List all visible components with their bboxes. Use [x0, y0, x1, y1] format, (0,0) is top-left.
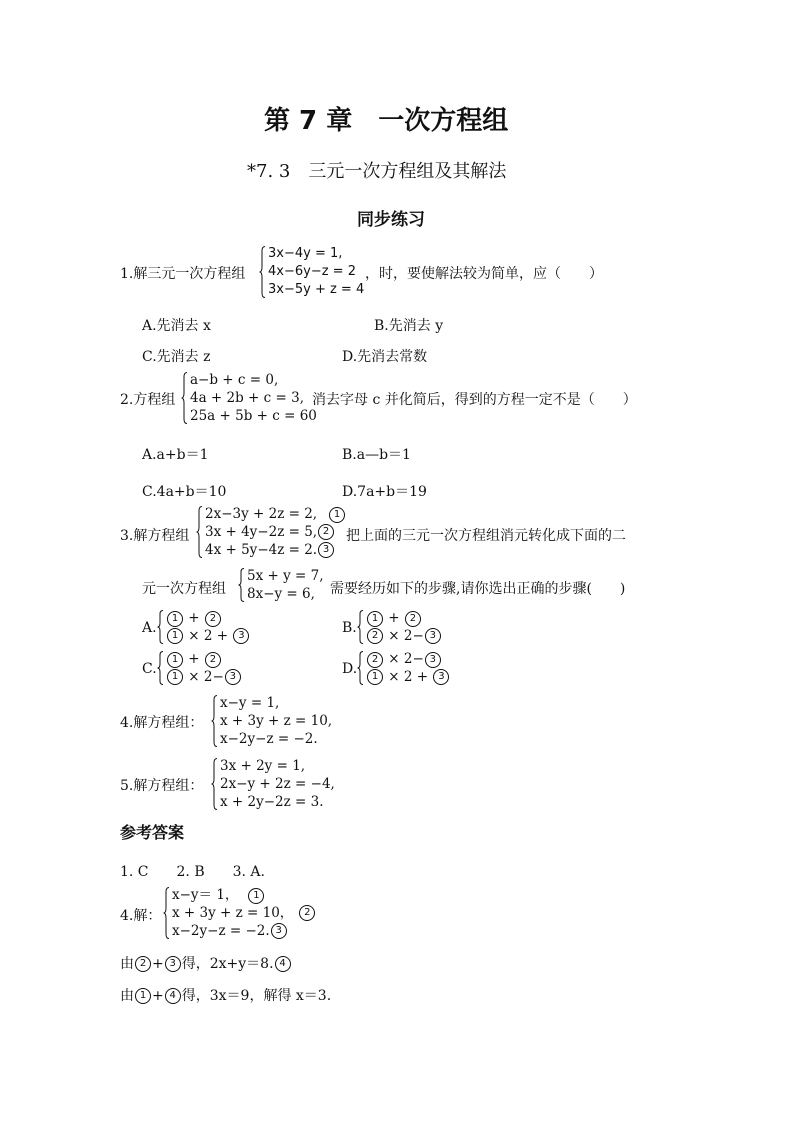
q5-eq-2: 2x−y + 2z = −4,: [220, 776, 335, 792]
circled-3-icon: 3: [425, 652, 441, 668]
q1-option-b: B.先消去 y: [374, 318, 444, 334]
practice-title: 同步练习: [357, 210, 425, 230]
brace-icon: [163, 887, 170, 939]
q3-option-d-label: D.: [342, 661, 358, 677]
brace-icon: [357, 610, 364, 644]
circled-3-icon: 3: [271, 923, 287, 939]
brace-icon: [211, 758, 218, 810]
brace-icon: [157, 610, 164, 644]
q4-prefix: 4.解方程组：: [120, 715, 204, 731]
circled-1-icon: 1: [367, 611, 383, 627]
answers-title: 参考答案: [120, 823, 185, 842]
circled-3-icon: 3: [225, 669, 241, 685]
q2-eq-3: 25a + 5b + c = 60: [190, 408, 317, 424]
sol4-eq-3: x−2y−z = −2. 3: [172, 923, 316, 940]
section-title: *7. 3 三元一次方程组及其解法: [247, 161, 507, 182]
circled-2-icon: 2: [318, 524, 334, 540]
q4-eq-3: x−2y−z = −2.: [220, 731, 318, 747]
circled-4-icon: 4: [275, 956, 291, 972]
circled-4-icon: 4: [165, 988, 181, 1004]
q2-option-b: B.a—b＝1: [342, 447, 411, 463]
q3-eq-1: 2x−3y + 2z = 2, 1: [205, 506, 346, 523]
q3-option-b-label: B.: [342, 620, 357, 636]
q1-option-d: D.先消去常数: [342, 349, 428, 365]
brace-icon: [181, 372, 188, 424]
circled-2-icon: 2: [367, 652, 383, 668]
circled-2-icon: 2: [135, 956, 151, 972]
circled-1-icon: 1: [248, 888, 264, 904]
brace-icon: [211, 695, 218, 747]
q3-prefix-line2: 元一次方程组: [142, 581, 226, 597]
q3-option-a: 1 + 2 1 × 2 + 3: [157, 610, 250, 644]
sol4-step-1: 由 2 + 3 得，2x+y＝8. 4: [120, 953, 292, 973]
brace-icon: [259, 246, 266, 298]
circled-1-icon: 1: [167, 669, 183, 685]
q4-eq-1: x−y = 1,: [220, 695, 280, 711]
q1-option-a: A.先消去 x: [142, 318, 211, 334]
q2-eq-2: 4a + 2b + c = 3,: [190, 390, 304, 406]
q5-eq-1: 3x + 2y = 1,: [220, 758, 306, 774]
sol4-eq-2: x + 3y + z = 10， 2: [172, 905, 316, 922]
circled-2-icon: 2: [367, 628, 383, 644]
q1-prefix: 1.解三元一次方程组: [120, 266, 246, 282]
q1-suffix: ，时，要使解法较为简单，应（ ）: [365, 266, 603, 282]
q3-option-d: 2 × 2− 3 1 × 2 + 3: [357, 651, 450, 685]
brace-icon: [238, 568, 245, 602]
q1-option-c: C.先消去 z: [142, 349, 211, 365]
q2-suffix: 消去字母 c 并化简后，得到的方程一定不是（ ）: [312, 392, 637, 408]
q1-system: [259, 246, 364, 298]
sol4-system: [163, 887, 316, 939]
circled-3-icon: 3: [425, 628, 441, 644]
q3-system-2: [238, 568, 324, 602]
circled-1-icon: 1: [167, 652, 183, 668]
q1-eq-1: 3x−4y = 1,: [268, 246, 343, 261]
q2-prefix: 2.方程组: [120, 392, 176, 408]
answers-line-1: 1. C 2. B 3. A.: [120, 864, 265, 880]
brace-icon: [196, 506, 203, 558]
circled-2-icon: 2: [205, 652, 221, 668]
q2-option-a: A.a+b＝1: [142, 447, 209, 463]
circled-3-icon: 3: [318, 542, 334, 558]
q5-prefix: 5.解方程组：: [120, 778, 204, 794]
q3-eq-3: 4x + 5y−4z = 2. 3: [205, 542, 346, 559]
circled-2-icon: 2: [205, 611, 221, 627]
q5-eq-3: x + 2y−2z = 3.: [220, 794, 324, 810]
circled-3-icon: 3: [165, 956, 181, 972]
q2-system: [181, 372, 317, 424]
sol4-step-2: 由 1 + 4 得，3x＝9，解得 x＝3.: [120, 988, 332, 1004]
q4-eq-2: x + 3y + z = 10,: [220, 713, 333, 729]
q1-eq-3: 3x−5y + z = 4: [268, 282, 365, 297]
sol4-eq-1: x−y＝ 1， 1: [172, 887, 316, 904]
q3-suffix-line1: 把上面的三元一次方程组消元转化成下面的二: [346, 528, 626, 544]
q3-option-b: 1 + 2 2 × 2− 3: [357, 610, 442, 644]
q3-eq2-1: 5x + y = 7,: [247, 568, 324, 584]
q5-system: [211, 758, 335, 810]
q3-system: [196, 506, 346, 558]
circled-1-icon: 1: [167, 628, 183, 644]
q2-option-c: C.4a+b＝10: [142, 484, 227, 500]
chapter-title: 第 7 章 一次方程组: [264, 106, 509, 136]
brace-icon: [157, 651, 164, 685]
circled-1-icon: 1: [367, 669, 383, 685]
q4-system: [211, 695, 332, 747]
q3-prefix: 3.解方程组: [120, 528, 190, 544]
q3-suffix-line2: 需要经历如下的步骤,请你选出正确的步骤( ): [330, 581, 626, 597]
circled-1-icon: 1: [167, 611, 183, 627]
circled-2-icon: 2: [299, 905, 315, 921]
q3-eq-2: 3x + 4y−2z = 5, 2: [205, 524, 346, 541]
q1-eq-2: 4x−6y−z = 2: [268, 264, 356, 279]
circled-2-icon: 2: [405, 611, 421, 627]
q2-option-d: D.7a+b＝19: [342, 484, 427, 500]
q3-eq2-2: 8x−y = 6,: [247, 586, 315, 602]
q3-option-a-label: A.: [142, 620, 157, 636]
circled-1-icon: 1: [329, 507, 345, 523]
circled-3-icon: 3: [433, 669, 449, 685]
circled-3-icon: 3: [233, 628, 249, 644]
sol4-prefix: 4.解：: [120, 908, 162, 924]
circled-1-icon: 1: [135, 988, 151, 1004]
q2-eq-1: a−b + c = 0,: [190, 372, 279, 388]
q3-option-c-label: C.: [142, 661, 157, 677]
q3-option-c: 1 + 2 1 × 2− 3: [157, 651, 242, 685]
brace-icon: [357, 651, 364, 685]
